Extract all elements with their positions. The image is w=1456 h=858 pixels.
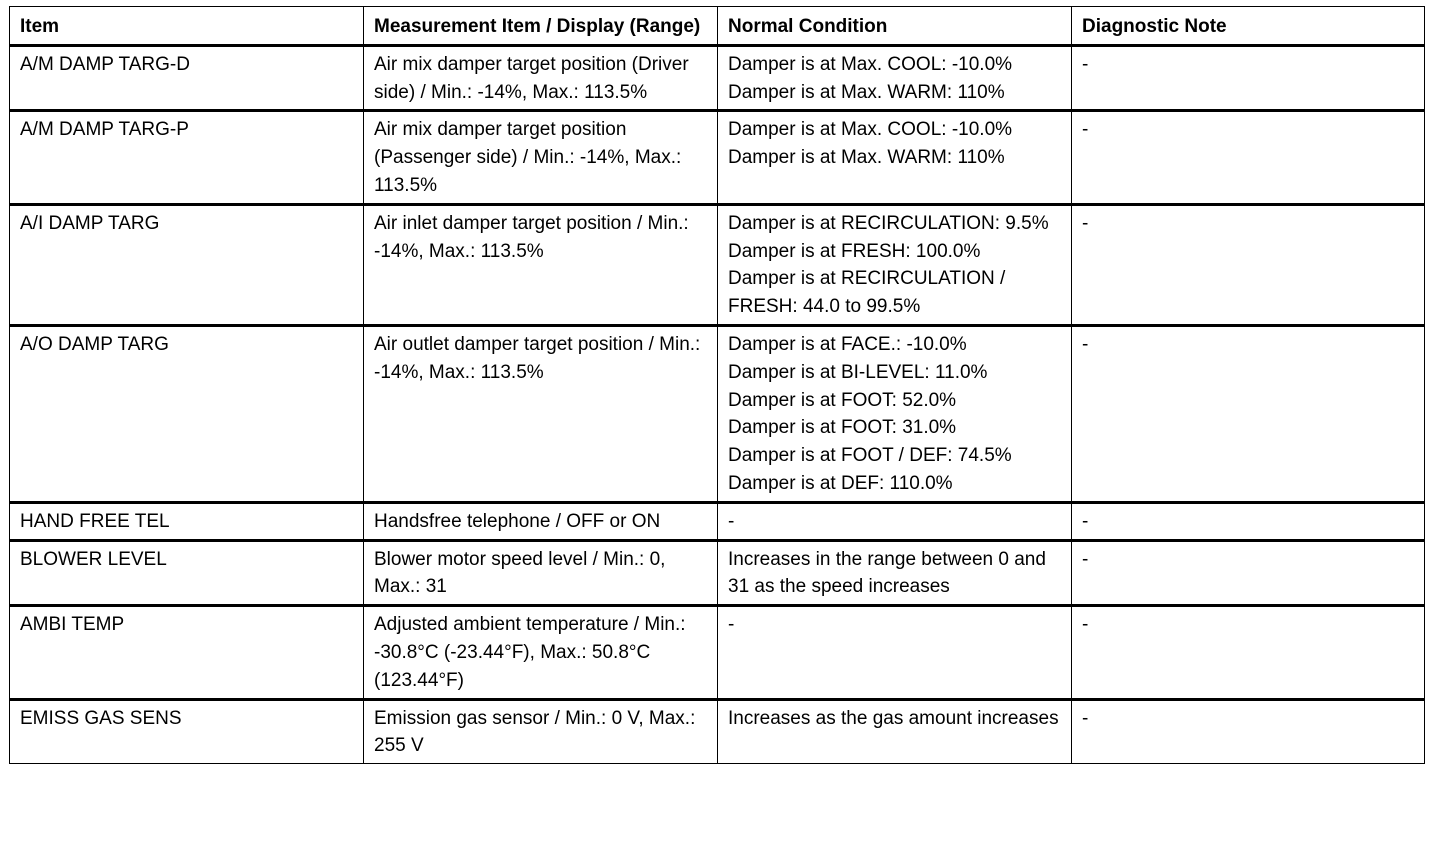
- cell-item: A/M DAMP TARG-D: [10, 45, 364, 111]
- table-row: [10, 45, 1425, 111]
- cell-diagnostic-note: -: [1072, 699, 1425, 764]
- diagnostic-data-table: [9, 6, 1425, 764]
- table-row: [10, 325, 1425, 502]
- table-row: [10, 111, 1425, 204]
- condition-line: Damper is at Max. COOL: -10.0%: [728, 53, 1013, 75]
- table-row: [10, 204, 1425, 325]
- cell-measurement: Air outlet damper target position / Min.: -14%, Max.: 113.5%: [364, 325, 718, 502]
- cell-item: AMBI TEMP: [10, 606, 364, 699]
- condition-line: Damper is at Max. WARM: 110%: [728, 147, 1005, 169]
- cell-item: A/O DAMP TARG: [10, 325, 364, 502]
- cell-normal-condition: [718, 204, 1072, 325]
- condition-line: Damper is at FACE.: -10.0%: [728, 333, 967, 355]
- header-normal-condition: Normal Condition: [718, 7, 1072, 46]
- cell-normal-condition: [718, 325, 1072, 502]
- cell-normal-condition: [718, 502, 1072, 540]
- condition-line: -: [728, 510, 735, 532]
- table-row: [10, 540, 1425, 606]
- cell-item: A/M DAMP TARG-P: [10, 111, 364, 204]
- cell-diagnostic-note: -: [1072, 325, 1425, 502]
- cell-item: EMISS GAS SENS: [10, 699, 364, 764]
- cell-diagnostic-note: -: [1072, 204, 1425, 325]
- condition-line: -: [728, 614, 735, 636]
- cell-diagnostic-note: -: [1072, 540, 1425, 606]
- header-row: [10, 7, 1425, 46]
- condition-line: Damper is at RECIRCULATION / FRESH: 44.0 to 99.5%: [728, 268, 1006, 318]
- condition-line: Damper is at BI-LEVEL: 11.0%: [728, 361, 988, 383]
- table-row: [10, 606, 1425, 699]
- cell-measurement: Adjusted ambient temperature / Min.: -30.8°C (-23.44°F), Max.: 50.8°C (123.44°F): [364, 606, 718, 699]
- header-measurement: Measurement Item / Display (Range): [364, 7, 718, 46]
- cell-measurement: Handsfree telephone / OFF or ON: [364, 502, 718, 540]
- cell-diagnostic-note: -: [1072, 45, 1425, 111]
- condition-line: Increases as the gas amount increases: [728, 707, 1059, 729]
- cell-measurement: Air inlet damper target position / Min.: -14%, Max.: 113.5%: [364, 204, 718, 325]
- condition-line: Increases in the range between 0 and 31 as the speed increases: [728, 548, 1046, 598]
- cell-item: A/I DAMP TARG: [10, 204, 364, 325]
- header-diagnostic-note: Diagnostic Note: [1072, 7, 1425, 46]
- cell-diagnostic-note: -: [1072, 502, 1425, 540]
- cell-normal-condition: [718, 111, 1072, 204]
- cell-normal-condition: [718, 45, 1072, 111]
- condition-line: Damper is at DEF: 110.0%: [728, 472, 953, 494]
- table-body: [10, 45, 1425, 763]
- cell-measurement: Air mix damper target position (Passenger side) / Min.: -14%, Max.: 113.5%: [364, 111, 718, 204]
- header-item: Item: [10, 7, 364, 46]
- cell-item: HAND FREE TEL: [10, 502, 364, 540]
- cell-diagnostic-note: -: [1072, 111, 1425, 204]
- cell-measurement: Air mix damper target position (Driver side) / Min.: -14%, Max.: 113.5%: [364, 45, 718, 111]
- condition-line: Damper is at FOOT: 52.0%: [728, 389, 957, 411]
- condition-line: Damper is at Max. COOL: -10.0%: [728, 119, 1013, 141]
- condition-line: Damper is at FOOT / DEF: 74.5%: [728, 445, 1012, 467]
- cell-measurement: Emission gas sensor / Min.: 0 V, Max.: 255 V: [364, 699, 718, 764]
- table-row: [10, 502, 1425, 540]
- condition-line: Damper is at RECIRCULATION: 9.5%: [728, 212, 1049, 234]
- condition-line: Damper is at FOOT: 31.0%: [728, 417, 957, 439]
- table-row: [10, 699, 1425, 764]
- cell-normal-condition: [718, 606, 1072, 699]
- cell-measurement: Blower motor speed level / Min.: 0, Max.: 31: [364, 540, 718, 606]
- cell-diagnostic-note: -: [1072, 606, 1425, 699]
- condition-line: Damper is at FRESH: 100.0%: [728, 240, 981, 262]
- cell-normal-condition: [718, 540, 1072, 606]
- table-header: [10, 7, 1425, 46]
- cell-item: BLOWER LEVEL: [10, 540, 364, 606]
- cell-normal-condition: [718, 699, 1072, 764]
- condition-line: Damper is at Max. WARM: 110%: [728, 81, 1005, 103]
